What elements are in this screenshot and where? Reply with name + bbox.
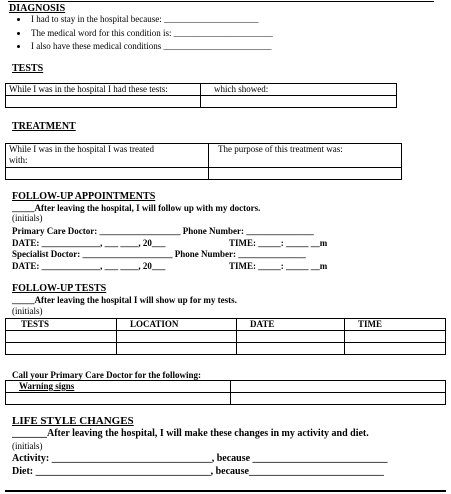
col-header-location	[117, 319, 237, 331]
call-pcp-heading: Call your Primary Care Doctor for the following:	[12, 370, 202, 380]
warning-signs-table	[5, 380, 446, 405]
table-cell[interactable]	[6, 343, 117, 355]
warning-signs-label: Warning signs	[19, 381, 75, 391]
table-cell[interactable]	[237, 331, 345, 343]
initials-label: (initials)	[12, 441, 43, 451]
lifestyle-heading: LIFE STYLE CHANGES	[12, 415, 134, 427]
table-cell[interactable]	[345, 331, 446, 343]
lifestyle-intro: _______After leaving the hospital, I will make these changes in my activity and diet.	[12, 428, 369, 439]
top-rule	[8, 1, 434, 2]
results-cell[interactable]	[201, 96, 397, 108]
initials-label: (initials)	[12, 306, 43, 316]
col-header-time-label: TIME	[358, 319, 383, 329]
bullet-icon	[17, 45, 20, 48]
followup-tests-intro: _____After leaving the hospital I will show up for my tests.	[12, 295, 237, 305]
treatment-col-purpose-label: The purpose of this treatment was:	[218, 144, 343, 154]
followup-appointments-heading: FOLLOW-UP APPOINTMENTS	[12, 191, 156, 202]
tests-table	[5, 83, 397, 108]
tests-col-results	[201, 84, 397, 96]
tests-col-results-label: which showed:	[214, 84, 269, 94]
col-header-tests-label: TESTS	[21, 319, 50, 329]
specialist-doctor-line: Specialist Doctor: ____________________ Phone Number: _______________	[12, 249, 306, 259]
diagnosis-item: I had to stay in the hospital because: _____________________	[31, 14, 259, 24]
diagnosis-item: The medical word for this condition is: ______________________	[31, 28, 273, 38]
appointment-time-line: TIME: _____: _____ __m	[229, 238, 328, 248]
treatment-heading: TREATMENT	[12, 121, 76, 132]
appointment-time-line: TIME: _____: _____ __m	[229, 261, 328, 271]
bullet-icon	[17, 32, 20, 35]
bullet-icon	[17, 18, 20, 21]
warning-signs-header	[6, 381, 231, 393]
tests-heading: TESTS	[12, 63, 44, 74]
col-header-date-label: DATE	[250, 319, 275, 329]
table-cell[interactable]	[231, 381, 446, 393]
bottom-rule	[5, 490, 446, 492]
table-cell[interactable]	[345, 343, 446, 355]
table-cell[interactable]	[231, 393, 446, 405]
diagnosis-heading: DIAGNOSIS	[9, 3, 66, 14]
tests-col-tests: While I was in the hospital I had these tests:	[6, 84, 201, 96]
col-header-tests	[6, 319, 117, 331]
table-cell[interactable]	[6, 331, 117, 343]
col-header-location-label: LOCATION	[130, 319, 179, 329]
treatment-cell[interactable]	[6, 168, 209, 180]
table-cell[interactable]	[237, 343, 345, 355]
initials-label: (initials)	[12, 213, 43, 223]
col-header-date	[237, 319, 345, 331]
activity-line: Activity: ________________________________, because ___________________________	[12, 453, 388, 464]
treatment-col-purpose	[209, 144, 402, 168]
table-cell[interactable]	[6, 393, 231, 405]
col-header-time	[345, 319, 446, 331]
followup-tests-heading: FOLLOW-UP TESTS	[12, 283, 107, 294]
appointment-date-line: DATE: _____________, ___ ____, 20___	[12, 261, 166, 271]
diagnosis-item: I also have these medical conditions ________________________	[31, 41, 272, 51]
treatment-col-with-line1: While I was in the hospital I was treated	[9, 144, 154, 154]
treatment-table	[5, 143, 402, 180]
followup-appointments-intro: _____After leaving the hospital, I will follow up with my doctors.	[12, 203, 261, 213]
table-cell[interactable]	[117, 331, 237, 343]
purpose-cell[interactable]	[209, 168, 402, 180]
tests-cell[interactable]	[6, 96, 201, 108]
followup-tests-table	[5, 318, 446, 355]
primary-care-doctor-line: Primary Care Doctor: __________________ Phone Number: _______________	[12, 226, 314, 236]
diet-line: Diet: ___________________________________, because___________________________	[12, 466, 384, 477]
appointment-date-line: DATE: _____________, ___ ____, 20___	[12, 238, 166, 248]
treatment-col-with	[6, 144, 209, 168]
table-cell[interactable]	[117, 343, 237, 355]
treatment-col-with-line2: with:	[9, 155, 28, 165]
